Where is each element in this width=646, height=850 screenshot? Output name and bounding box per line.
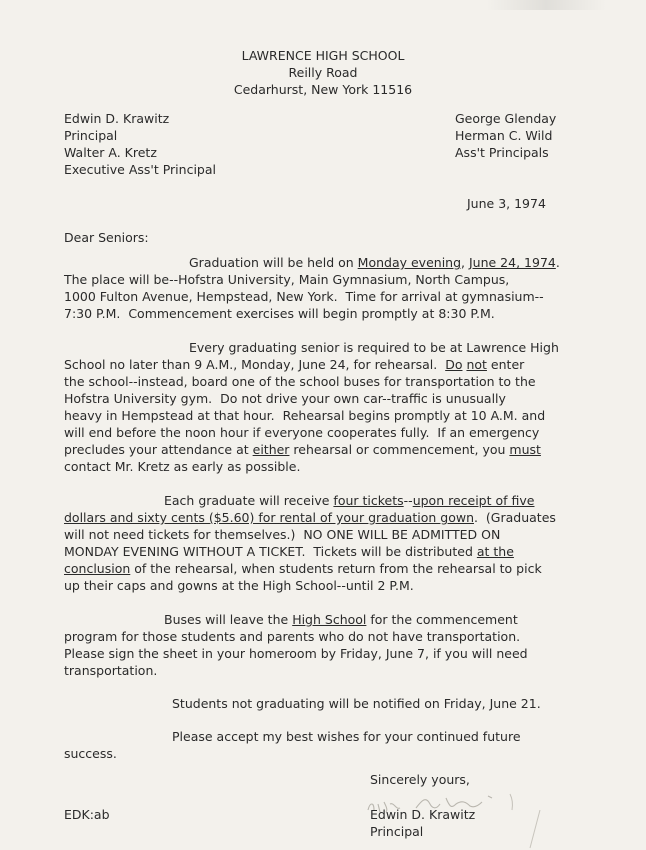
p2-line8: contact Mr. Kretz as early as possible.	[64, 459, 301, 474]
signer-name: Edwin D. Krawitz	[370, 807, 476, 822]
salutation: Dear Seniors:	[64, 230, 149, 245]
p3-line5: conclusion of the rehearsal, when students return from the rehearsal to pick	[64, 561, 542, 576]
letter-date: June 3, 1974	[467, 196, 546, 211]
p1-line3: 1000 Fulton Avenue, Hempstead, New York. Time for arrival at gymnasium--	[64, 289, 544, 304]
scan-smudge	[486, 0, 606, 10]
pen-stroke	[520, 810, 550, 850]
p6-line2: success.	[64, 746, 117, 761]
p1-line4: 7:30 P.M. Commencement exercises will begin promptly at 8:30 P.M.	[64, 306, 495, 321]
closing: Sincerely yours,	[370, 772, 470, 787]
p3-line3: will not need tickets for themselves.) NO ONE WILL BE ADMITTED ON	[64, 527, 501, 542]
p3-line6: up their caps and gowns at the High School--until 2 P.M.	[64, 578, 414, 593]
p4-line2: program for those students and parents who do not have transportation.	[64, 629, 521, 644]
principal-title: Principal	[64, 128, 118, 143]
typist-initials: EDK:ab	[64, 807, 110, 822]
p2-line6: will end before the noon hour if everyone cooperates fully. If an emergency	[64, 425, 540, 440]
p3-line1: Each graduate will receive four tickets--upon receipt of five	[164, 493, 535, 508]
exec-principal-name: Walter A. Kretz	[64, 145, 157, 160]
p5-line: Students not graduating will be notified on Friday, June 21.	[172, 696, 541, 711]
p1-line1: Graduation will be held on Monday evening, June 24, 1974.	[189, 255, 560, 270]
p2-line3: the school--instead, board one of the school buses for transportation to the	[64, 374, 536, 389]
p2-line2: School no later than 9 A.M., Monday, June 24, for rehearsal. Do not enter	[64, 357, 525, 372]
school-name: LAWRENCE HIGH SCHOOL	[241, 48, 405, 63]
p1-line2: The place will be--Hofstra University, Main Gymnasium, North Campus,	[64, 272, 510, 287]
asst-principals-title: Ass't Principals	[455, 145, 549, 160]
asst-principal-2: Herman C. Wild	[455, 128, 553, 143]
p4-line4: transportation.	[64, 663, 158, 678]
p3-line2: dollars and sixty cents ($5.60) for rental of your graduation gown. (Graduates	[64, 510, 556, 525]
exec-principal-title: Executive Ass't Principal	[64, 162, 216, 177]
asst-principal-1: George Glenday	[455, 111, 557, 126]
p2-line4: Hofstra University gym. Do not drive your own car--traffic is unusually	[64, 391, 506, 406]
p2-line1: Every graduating senior is required to be at Lawrence High	[189, 340, 559, 355]
p2-line7: precludes your attendance at either rehearsal or commencement, you must	[64, 442, 541, 457]
principal-name: Edwin D. Krawitz	[64, 111, 170, 126]
school-street: Reilly Road	[288, 65, 358, 80]
school-city: Cedarhurst, New York 11516	[233, 82, 413, 97]
signer-title: Principal	[370, 824, 424, 839]
p3-line4: MONDAY EVENING WITHOUT A TICKET. Tickets will be distributed at the	[64, 544, 514, 559]
p6-line1: Please accept my best wishes for your continued future	[172, 729, 521, 744]
p4-line3: Please sign the sheet in your homeroom by Friday, June 7, if you will need	[64, 646, 528, 661]
p2-line5: heavy in Hempstead at that hour. Rehearsal begins promptly at 10 A.M. and	[64, 408, 546, 423]
p4-line1: Buses will leave the High School for the commencement	[164, 612, 518, 627]
